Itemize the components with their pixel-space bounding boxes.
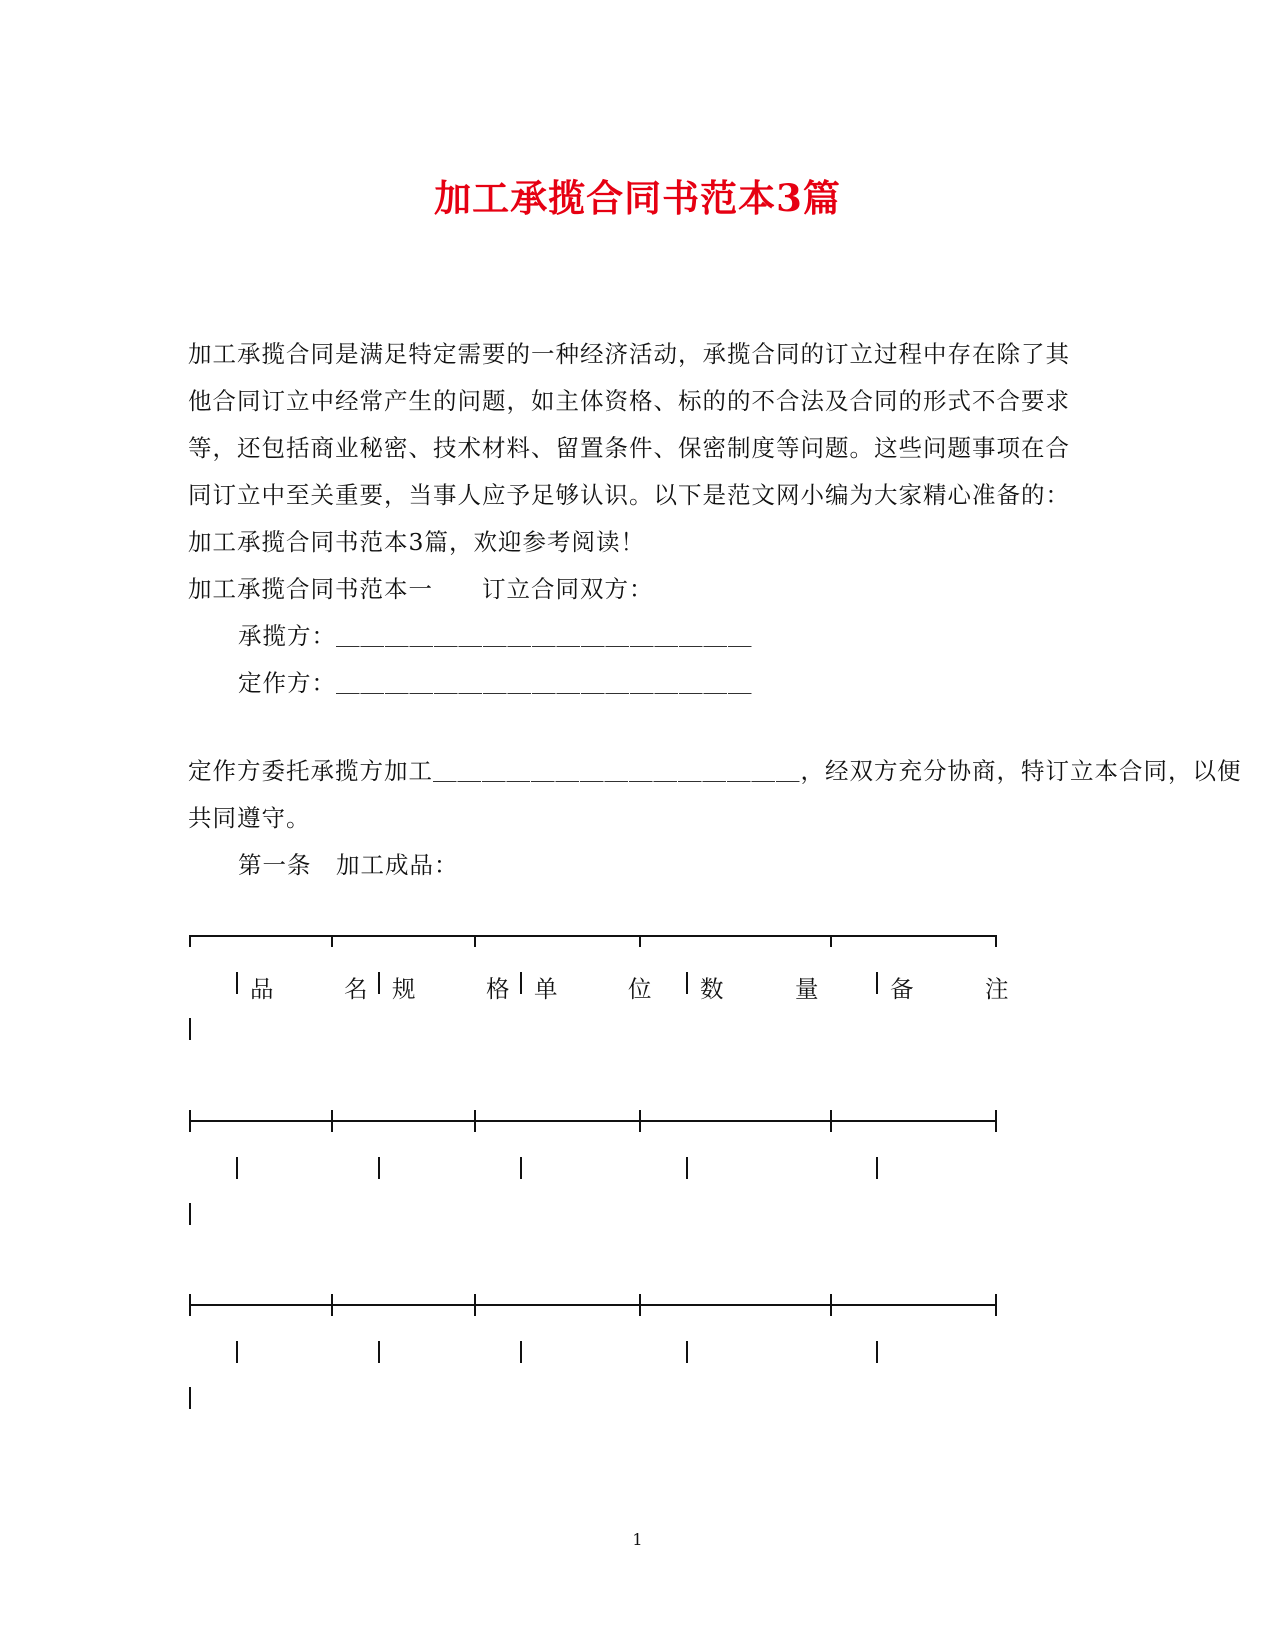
header-spec-char-2: 格 (486, 975, 511, 1003)
intro-line-2: 他合同订立中经常产生的问题，如主体资格、标的的不合法及合同的形式不合要求 (188, 387, 1070, 415)
section-heading: 加工承揽合同书范本一 订立合同双方： (188, 575, 654, 603)
table-tick (639, 1294, 641, 1316)
table-tick (189, 935, 191, 947)
table-cell-border (378, 1157, 380, 1179)
table-cell-border (686, 1341, 688, 1363)
table-cell-border (520, 1341, 522, 1363)
table-rule (190, 1304, 997, 1306)
table-cell-border (876, 1341, 878, 1363)
table-cell-border (686, 1157, 688, 1179)
header-remark-char-2: 注 (985, 975, 1010, 1003)
intro-line-4: 同订立中至关重要，当事人应予足够认识。以下是范文网小编为大家精心准备的： (188, 481, 1070, 509)
page-number: 1 (632, 1530, 643, 1549)
header-unit-char-1: 单 (534, 975, 559, 1003)
table-rule (190, 1120, 997, 1122)
table-tick (331, 1294, 333, 1316)
table-cell-border (189, 1018, 191, 1040)
header-qty-char-1: 数 (700, 975, 725, 1003)
table-tick (995, 935, 997, 947)
table-rule (190, 935, 997, 937)
table-cell-border (520, 1157, 522, 1179)
table-tick (639, 1110, 641, 1132)
intro-line-3: 等，还包括商业秘密、技术材料、留置条件、保密制度等问题。这些问题事项在合 (188, 434, 1070, 462)
table-tick (474, 1110, 476, 1132)
table-cell-border (686, 972, 688, 994)
table-tick (189, 1294, 191, 1316)
document-title: 加工承揽合同书范本3篇 (434, 176, 841, 220)
table-cell-border (236, 1157, 238, 1179)
table-cell-border (189, 1203, 191, 1225)
table-tick (639, 935, 641, 947)
table-tick (830, 1294, 832, 1316)
header-spec-char-1: 规 (392, 975, 417, 1003)
table-cell-border (378, 972, 380, 994)
entrust-line-1: 定作方委托承揽方加工＿＿＿＿＿＿＿＿＿＿＿＿＿＿＿，经双方充分协商，特订立本合同，以便 (188, 757, 1242, 785)
table-tick (995, 1294, 997, 1316)
table-tick (474, 1294, 476, 1316)
table-tick (995, 1110, 997, 1132)
party-contractor: 承揽方：＿＿＿＿＿＿＿＿＿＿＿＿＿＿＿＿＿ (238, 622, 753, 650)
header-product-char-2: 名 (344, 975, 369, 1003)
table-cell-border (236, 1341, 238, 1363)
entrust-line-2: 共同遵守。 (188, 804, 311, 832)
table-tick (331, 935, 333, 947)
table-cell-border (378, 1341, 380, 1363)
table-tick (830, 935, 832, 947)
table-tick (474, 935, 476, 947)
header-qty-char-2: 量 (795, 975, 820, 1003)
article-1-heading: 第一条 加工成品： (238, 851, 459, 879)
header-unit-char-2: 位 (628, 975, 653, 1003)
header-remark-char-1: 备 (890, 975, 915, 1003)
table-tick (189, 1110, 191, 1132)
intro-line-1: 加工承揽合同是满足特定需要的一种经济活动，承揽合同的订立过程中存在除了其 (188, 340, 1070, 368)
table-cell-border (520, 972, 522, 994)
table-tick (331, 1110, 333, 1132)
table-cell-border (876, 972, 878, 994)
table-cell-border (236, 972, 238, 994)
table-cell-border (876, 1157, 878, 1179)
table-cell-border (189, 1387, 191, 1409)
intro-line-5: 加工承揽合同书范本3篇，欢迎参考阅读！ (188, 528, 645, 556)
table-tick (830, 1110, 832, 1132)
header-product-char-1: 品 (250, 975, 275, 1003)
party-orderer: 定作方：＿＿＿＿＿＿＿＿＿＿＿＿＿＿＿＿＿ (238, 669, 753, 697)
